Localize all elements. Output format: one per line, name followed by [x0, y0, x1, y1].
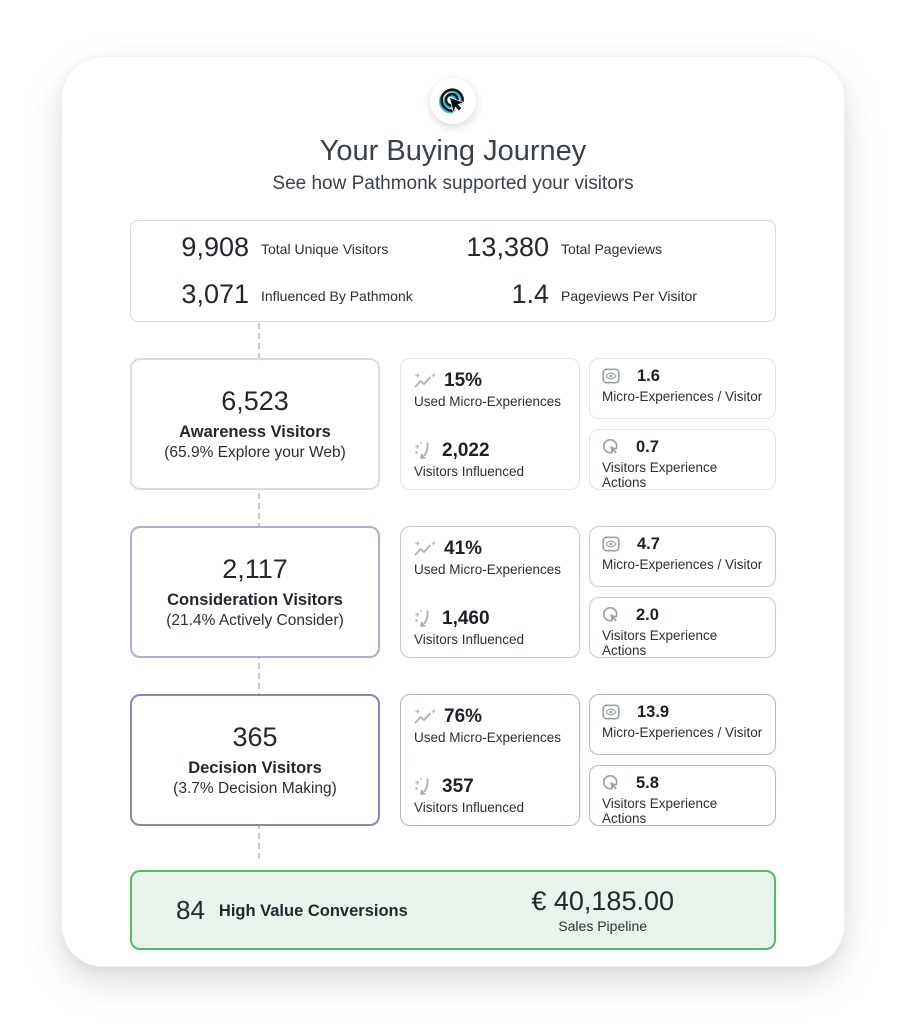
- stage-name: Awareness Visitors: [179, 423, 331, 441]
- metric-value: 1,460: [442, 608, 490, 629]
- stage-detail: (21.4% Actively Consider): [166, 612, 344, 629]
- experience-actions-click-icon: [602, 606, 621, 625]
- metric-label: Visitors Influenced: [414, 632, 525, 647]
- stat-pageviews-per-visitor: [453, 279, 741, 310]
- stat-total-pageviews: [453, 232, 741, 263]
- stat-value: 3,071: [181, 279, 249, 309]
- decision-mini-col: [589, 694, 776, 826]
- decision-stage-box: [130, 694, 380, 826]
- pathmonk-click-icon: [437, 85, 469, 117]
- consideration-mini-col: [589, 526, 776, 658]
- visitors-experience-actions-box: [589, 597, 776, 658]
- stat-value: 9,908: [181, 232, 249, 262]
- mini-label: Visitors Experience Actions: [602, 796, 718, 826]
- metric-label: Used Micro-Experiences: [414, 562, 562, 577]
- stat-label: Pageviews Per Visitor: [561, 288, 697, 304]
- metric-label: Visitors Influenced: [414, 464, 525, 479]
- influenced-arrow-icon: [414, 777, 434, 798]
- influenced-arrow-icon: [414, 441, 434, 462]
- awareness-row: [130, 358, 776, 490]
- metric-label: Used Micro-Experiences: [414, 394, 562, 409]
- stat-value: 13,380: [466, 232, 549, 262]
- stat-label: Total Unique Visitors: [261, 241, 389, 257]
- mini-label: Micro-Experiences / Visitor: [602, 725, 763, 740]
- used-micro-experiences-metric: [414, 370, 566, 409]
- stage-name: Consideration Visitors: [167, 591, 343, 609]
- mini-value: 2.0: [636, 606, 659, 624]
- stat-label: Total Pageviews: [561, 241, 663, 257]
- stage-name: Decision Visitors: [188, 759, 322, 777]
- summary-stats-box: [130, 220, 776, 322]
- influenced-arrow-icon: [414, 609, 434, 630]
- micro-experience-view-icon: [602, 536, 622, 553]
- used-micro-experiences-metric: [414, 706, 566, 745]
- page-title: Your Buying Journey: [319, 135, 587, 167]
- trend-sparkline-icon: [414, 708, 436, 726]
- mini-value: 4.7: [637, 535, 660, 553]
- mini-value: 5.8: [636, 774, 659, 792]
- mini-value: 0.7: [636, 438, 659, 456]
- page-subtitle: See how Pathmonk supported your visitors: [272, 173, 634, 194]
- stage-count: 6,523: [221, 386, 289, 416]
- awareness-mini-col: [589, 358, 776, 490]
- stat-total-unique-visitors: [165, 232, 453, 263]
- stage-detail: (3.7% Decision Making): [173, 780, 337, 797]
- metric-value: 41%: [444, 538, 483, 559]
- metric-label: Used Micro-Experiences: [414, 730, 562, 745]
- mini-value: 1.6: [637, 367, 660, 385]
- stage-detail: (65.9% Explore your Web): [164, 444, 346, 461]
- metric-value: 2,022: [442, 440, 490, 461]
- metric-label: Visitors Influenced: [414, 800, 525, 815]
- metric-value: 76%: [444, 706, 483, 727]
- mini-label: Visitors Experience Actions: [602, 460, 718, 490]
- visitors-experience-actions-box: [589, 765, 776, 826]
- trend-sparkline-icon: [414, 372, 436, 390]
- mini-value: 13.9: [637, 703, 670, 721]
- sales-pipeline-label: Sales Pipeline: [558, 918, 648, 934]
- decision-micro-box: [400, 694, 580, 826]
- used-micro-experiences-metric: [414, 538, 566, 577]
- micro-experience-view-icon: [602, 704, 622, 721]
- visitors-influenced-metric: [414, 440, 566, 479]
- pathmonk-logo: [430, 78, 476, 124]
- metric-value: 357: [442, 776, 474, 797]
- mini-label: Micro-Experiences / Visitor: [602, 557, 763, 572]
- experience-actions-click-icon: [602, 438, 621, 457]
- awareness-micro-box: [400, 358, 580, 490]
- trend-sparkline-icon: [414, 540, 436, 558]
- stage-count: 2,117: [222, 554, 288, 584]
- visitors-experience-actions-box: [589, 429, 776, 490]
- metric-value: 15%: [444, 370, 483, 391]
- mini-label: Micro-Experiences / Visitor: [602, 389, 763, 404]
- micro-experiences-per-visitor-box: [589, 526, 776, 587]
- micro-experiences-per-visitor-box: [589, 358, 776, 419]
- awareness-stage-box: [130, 358, 380, 490]
- micro-experiences-per-visitor-box: [589, 694, 776, 755]
- buying-journey-card: [61, 56, 845, 967]
- stat-value: 1.4: [511, 279, 549, 309]
- stat-influenced-by-pathmonk: [165, 279, 453, 310]
- consideration-stage-box: [130, 526, 380, 658]
- consideration-micro-box: [400, 526, 580, 658]
- stage-count: 365: [232, 722, 278, 752]
- consideration-row: [130, 526, 776, 658]
- experience-actions-click-icon: [602, 774, 621, 793]
- stat-label: Influenced By Pathmonk: [261, 288, 413, 304]
- micro-experience-view-icon: [602, 368, 622, 385]
- mini-label: Visitors Experience Actions: [602, 628, 718, 658]
- journey-rows: [130, 358, 776, 826]
- conversions-count: 84: [176, 894, 205, 925]
- conversions-label: High Value Conversions: [218, 901, 408, 920]
- high-value-conversions-box: [130, 870, 776, 950]
- visitors-influenced-metric: [414, 608, 566, 647]
- sales-pipeline-amount: € 40,185.00: [531, 886, 674, 916]
- decision-row: [130, 694, 776, 826]
- visitors-influenced-metric: [414, 776, 566, 815]
